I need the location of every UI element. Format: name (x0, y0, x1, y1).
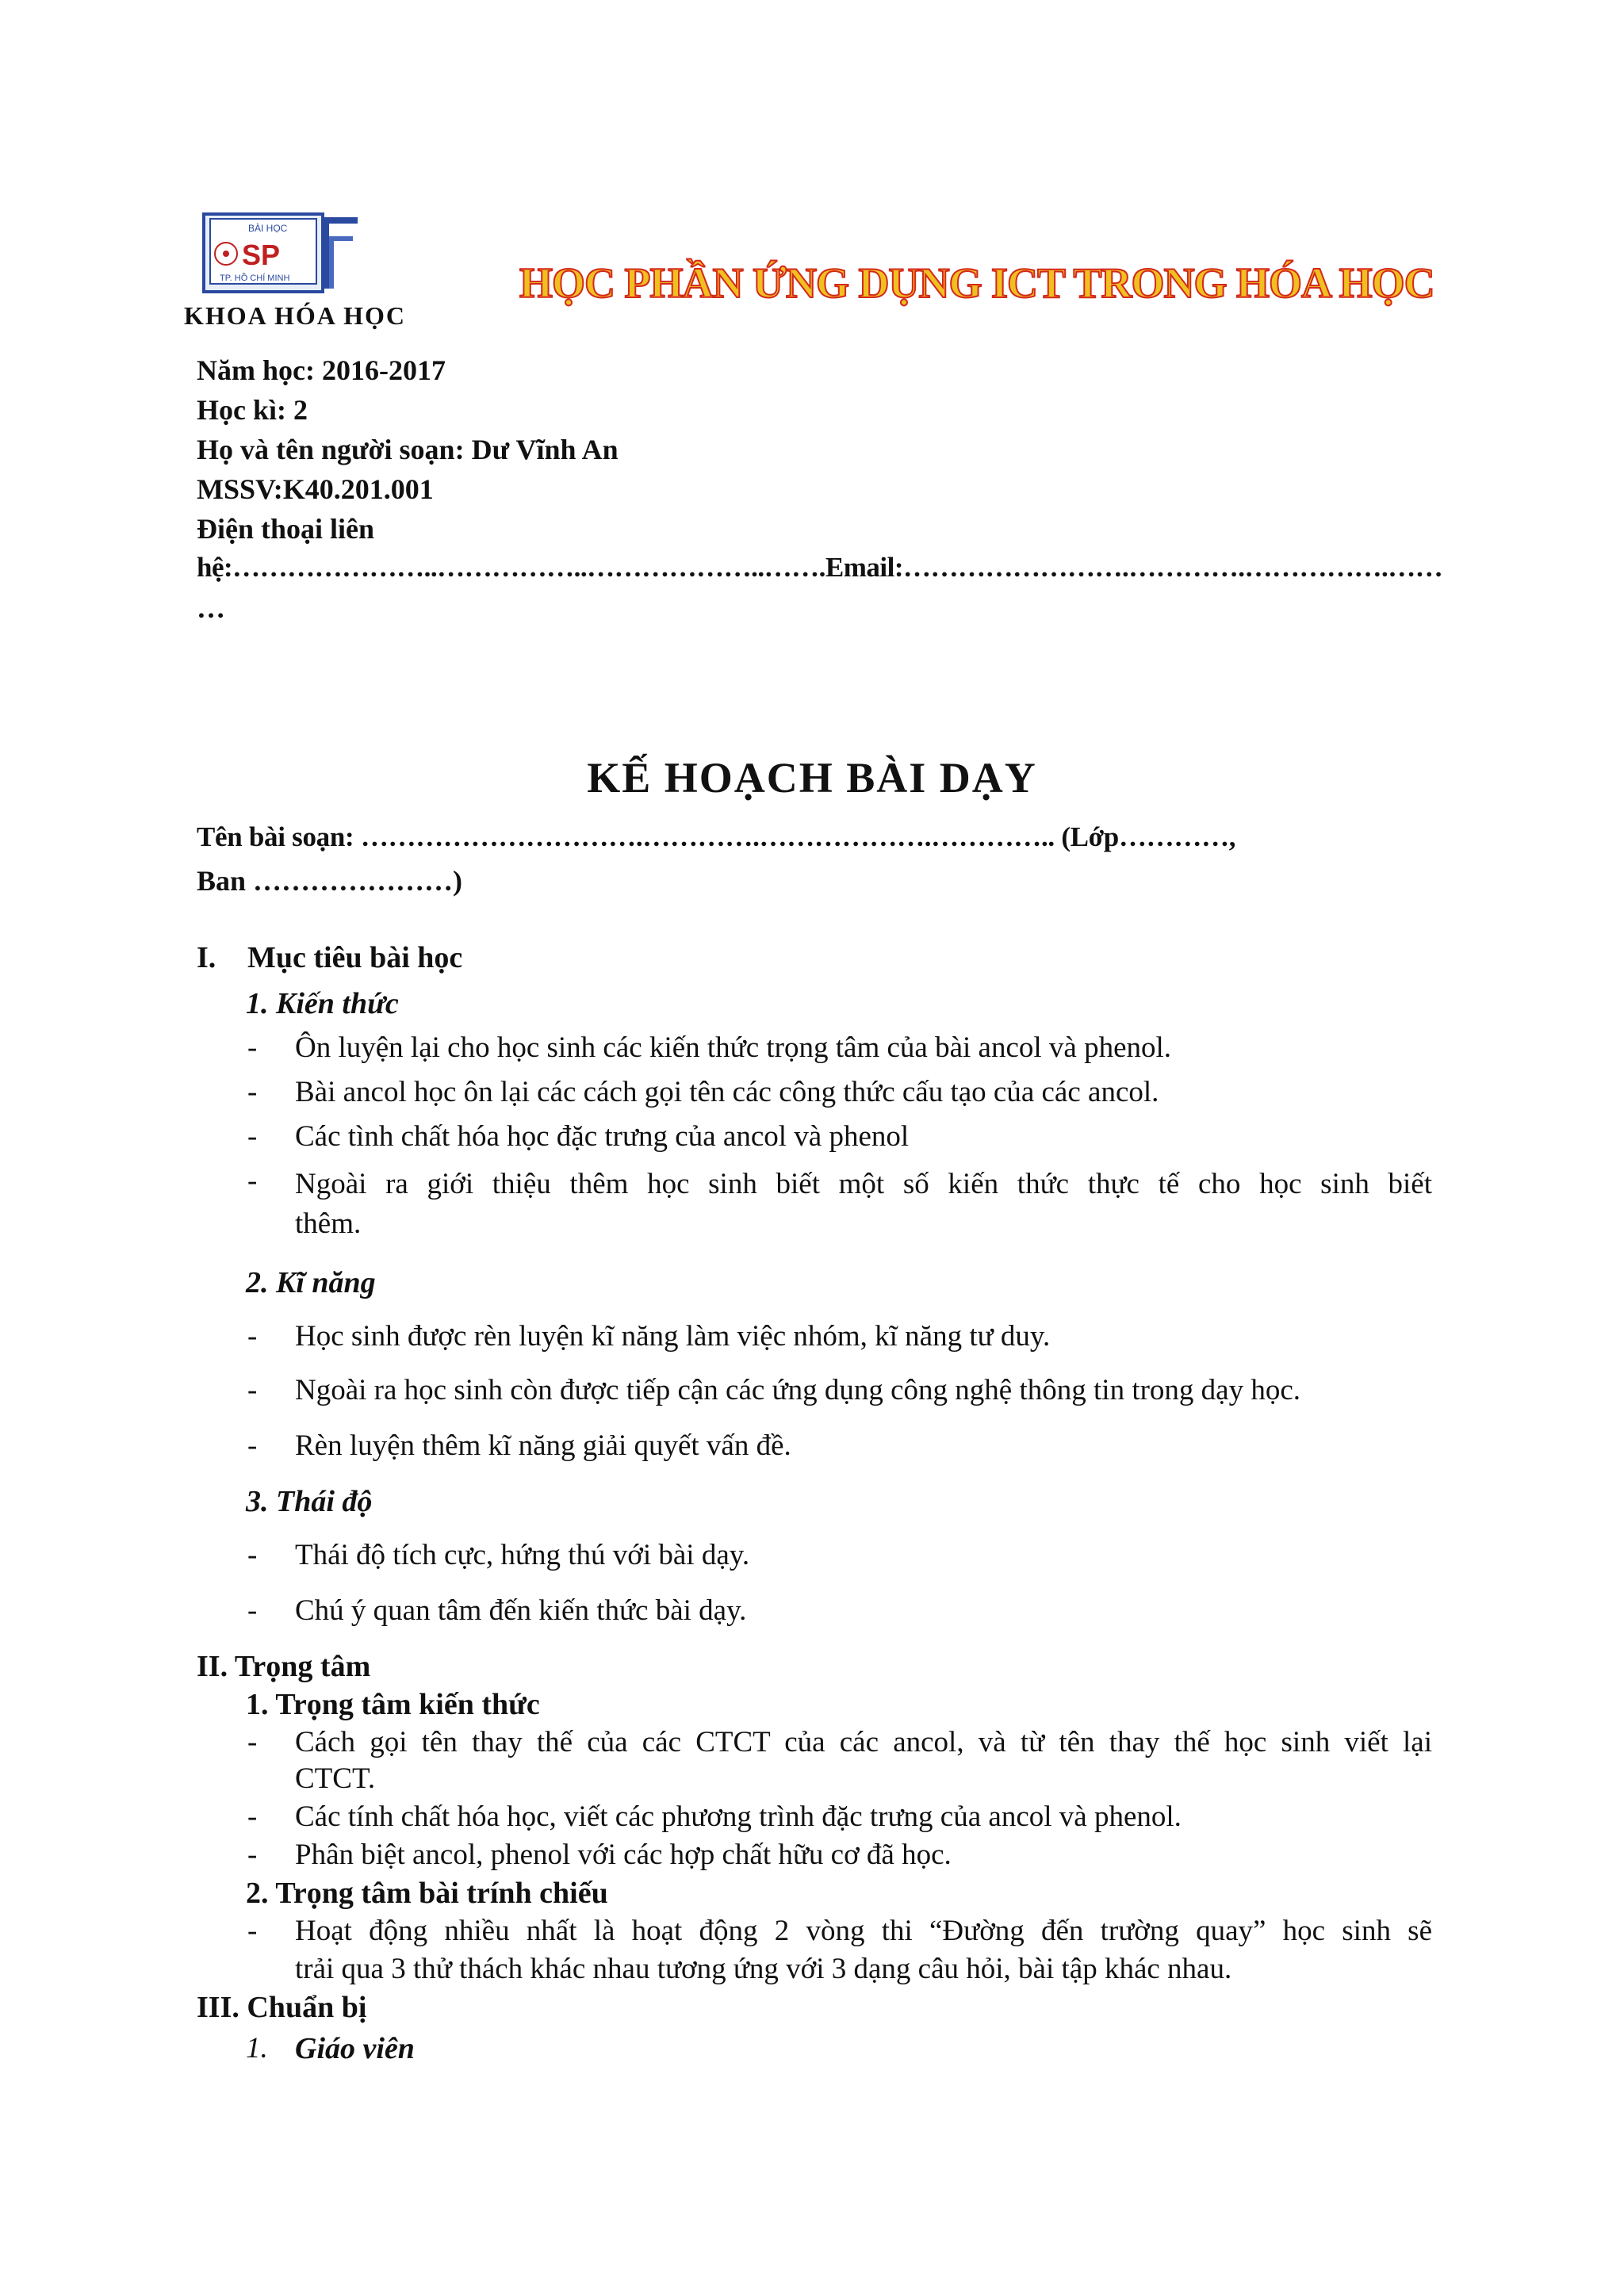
list-item: Chú ý quan tâm đến kiến thức bài dạy. (295, 1594, 747, 1627)
bullet-dash: - (247, 1539, 258, 1571)
svg-text:BÀI HỌC: BÀI HỌC (248, 223, 288, 234)
bullet-dash: - (247, 1031, 258, 1064)
bullet-dash: - (247, 1726, 258, 1758)
section1-sub2-heading: 2. Kĩ năng (246, 1266, 376, 1299)
bullet-dash: - (247, 1429, 258, 1462)
list-item: Ngoài ra học sinh còn được tiếp cận các ứng dụng công nghệ thông tin trong dạy học. (295, 1374, 1301, 1406)
section2-sub1-heading: 1. Trọng tâm kiến thức (246, 1688, 540, 1721)
list-item: Cách gọi tên thay thế của các CTCT của các ancol, và từ tên thay thế học sinh viết lại (295, 1726, 1432, 1758)
svg-text:TP. HỒ CHÍ MINH: TP. HỒ CHÍ MINH (220, 274, 290, 283)
department-name: KHOA HÓA HỌC (184, 301, 407, 330)
bullet-dash: - (247, 1594, 258, 1627)
section1-sub1-heading: 1. Kiến thức (246, 987, 399, 1020)
phone-label: Điện thoại liên (197, 513, 375, 545)
bullet-dash: - (247, 1165, 258, 1197)
section3-sub1-number: 1. (246, 2032, 268, 2064)
list-item: Học sinh được rèn luyện kĩ năng làm việc nhóm, kĩ năng tư duy. (295, 1320, 1051, 1353)
section2-sub2-heading: 2. Trọng tâm bài trính chiếu (246, 1877, 608, 1910)
list-item-continuation: thêm. (295, 1207, 362, 1240)
section2-heading: II. Trọng tâm (197, 1650, 371, 1683)
bullet-dash: - (247, 1120, 258, 1153)
author-name: Họ và tên người soạn: Dư Vĩnh An (197, 434, 619, 465)
list-item: Phân biệt ancol, phenol với các hợp chất hữu cơ đã học. (295, 1839, 952, 1871)
bullet-dash: - (247, 1076, 258, 1108)
course-title: HỌC PHẦN ỨNG DỤNG ICT TRONG HÓA HỌC (519, 259, 1434, 307)
semester: Học kì: 2 (197, 394, 308, 426)
lesson-name-line: Tên bài soạn: ………………………….………….……………….………….. (Lớp…………, (197, 821, 1236, 852)
phone-email-line-end: … (197, 592, 225, 624)
section3-sub1-heading: Giáo viên (295, 2032, 415, 2065)
school-year: Năm học: 2016-2017 (197, 354, 446, 386)
list-item-continuation: trải qua 3 thử thách khác nhau tương ứng với 3 dạng câu hỏi, bài tập khác nhau. (295, 1953, 1232, 1985)
section1-sub3-heading: 3. Thái độ (246, 1485, 373, 1518)
section1-heading: Mục tiêu bài học (247, 941, 463, 974)
school-logo (202, 212, 361, 293)
bullet-dash: - (247, 1800, 258, 1833)
list-item: Rèn luyện thêm kĩ năng giải quyết vấn đề. (295, 1429, 791, 1462)
bullet-dash: - (247, 1915, 258, 1947)
list-item: Bài ancol học ôn lại các cách gọi tên các công thức cấu tạo của các ancol. (295, 1076, 1159, 1108)
svg-text:SP: SP (242, 239, 281, 271)
list-item: Thái độ tích cực, hứng thú với bài dạy. (295, 1539, 750, 1571)
list-item: Ôn luyện lại cho học sinh các kiến thức trọng tâm của bài ancol và phenol. (295, 1031, 1172, 1064)
list-item: Các tính chất hóa học, viết các phương trình đặc trưng của ancol và phenol. (295, 1800, 1182, 1833)
section3-heading: III. Chuẩn bị (197, 1991, 367, 2024)
bullet-dash: - (247, 1320, 258, 1353)
list-item: Các tình chất hóa học đặc trưng của ancol và phenol (295, 1120, 910, 1153)
lesson-class-line: Ban …………………) (197, 865, 463, 897)
section1-number: I. (197, 941, 216, 974)
list-item-continuation: CTCT. (295, 1762, 376, 1795)
student-id: MSSV:K40.201.001 (197, 473, 434, 505)
bullet-dash: - (247, 1374, 258, 1406)
bullet-dash: - (247, 1839, 258, 1871)
phone-email-line: hệ:…………………..……………..………………..…….Email:…………………….………….…………….…… (197, 552, 1443, 583)
list-item: Ngoài ra giới thiệu thêm học sinh biết một số kiến thức thực tế cho học sinh biết (295, 1168, 1432, 1200)
list-item: Hoạt động nhiều nhất là hoạt động 2 vòng thi “Đường đến trường quay” học sinh sẽ (295, 1915, 1432, 1947)
page-title: KẾ HOẠCH BÀI DẠY (587, 754, 1037, 802)
